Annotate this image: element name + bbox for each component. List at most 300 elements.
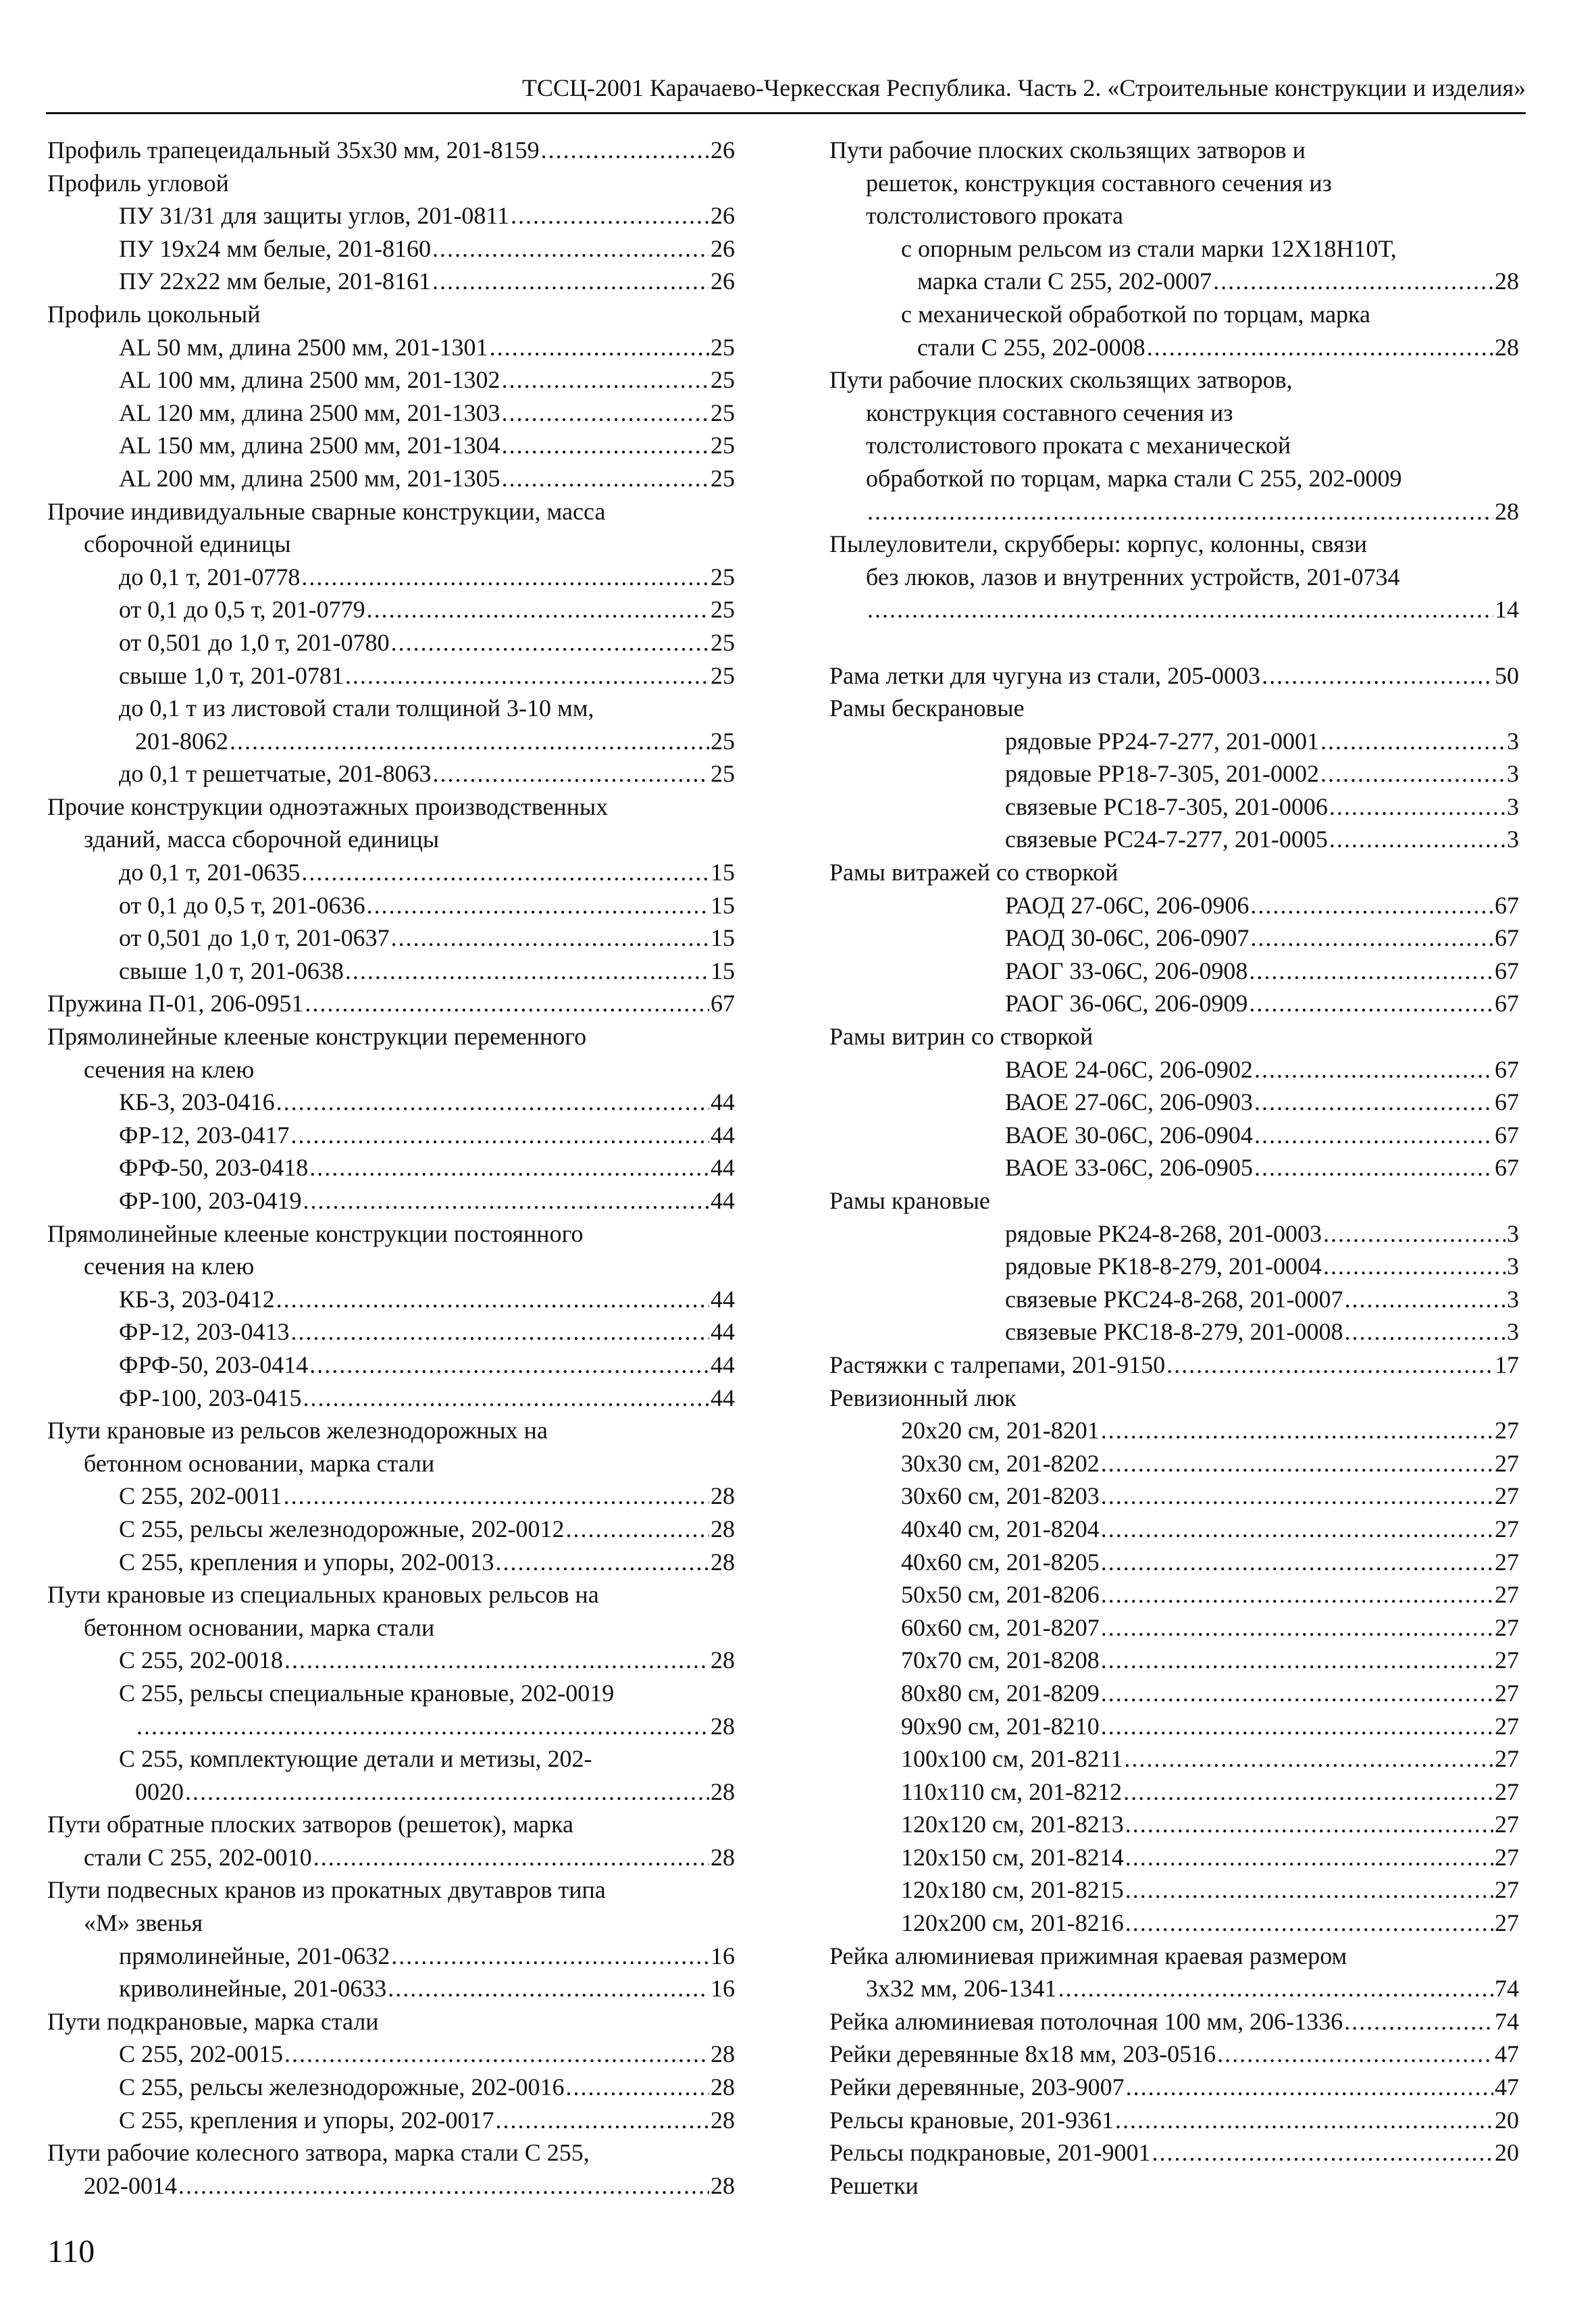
index-entry — [829, 790, 1519, 824]
entry-line — [119, 2104, 735, 2137]
entry-text: Пружина П-01, 206-0951 — [47, 990, 304, 1017]
leader-dots — [432, 232, 709, 266]
entry-text: С 255, 202-0018 — [119, 1646, 283, 1674]
leader-dots — [1101, 1611, 1493, 1644]
index-entry — [47, 363, 735, 397]
leader-dots — [502, 363, 709, 397]
page-ref: 44 — [711, 1285, 735, 1313]
entry-text: Решетки — [829, 2171, 919, 2199]
index-entry — [47, 1382, 735, 1415]
entry-text: 90х90 см, 201-8210 — [901, 1712, 1100, 1740]
entry-text: стали С 255, 202-0010 — [84, 1843, 312, 1871]
entry-line — [1005, 1053, 1519, 1086]
entry-line — [901, 1578, 1519, 1611]
index-entry — [47, 1480, 735, 1513]
entry-text: сборочной единицы — [84, 530, 291, 558]
index-entry — [829, 1447, 1519, 1480]
index-entry — [829, 955, 1519, 988]
page-ref: 26 — [711, 136, 735, 164]
index-entry — [829, 725, 1519, 758]
entry-text: Рамы витражей со створкой — [829, 859, 1118, 886]
index-entry — [47, 429, 735, 462]
entry-text: Рамы бескрановые — [829, 695, 1025, 722]
index-entry — [47, 2104, 735, 2137]
index-entry — [829, 363, 1519, 528]
entry-text: Прочие индивидуальные сварные конструкции, масса — [47, 497, 606, 525]
index-entry — [829, 1184, 1519, 1217]
entry-line — [47, 1841, 735, 1874]
entry-line — [119, 1776, 735, 1809]
leader-dots — [1125, 1907, 1493, 1940]
entry-line — [119, 1283, 735, 1316]
entry-line — [47, 1808, 735, 1841]
index-entry — [829, 1086, 1519, 1119]
entry-line — [119, 1940, 735, 1973]
leader-dots — [345, 659, 709, 693]
entry-line — [47, 987, 735, 1020]
page-ref: 28 — [711, 2171, 735, 2199]
index-entry — [47, 561, 735, 594]
entry-line — [1005, 790, 1519, 824]
entry-line — [119, 1315, 735, 1349]
page-ref: 15 — [711, 957, 735, 984]
index-entry — [829, 2005, 1519, 2038]
entry-text: ВАОЕ 27-06С, 206-0903 — [1005, 1088, 1253, 1116]
entry-line — [47, 167, 735, 200]
entry-text: 60х60 см, 201-8207 — [901, 1613, 1100, 1641]
index-entry — [829, 1710, 1519, 1743]
leader-dots — [391, 1940, 709, 1973]
page-ref: 27 — [1495, 1876, 1519, 1904]
page-ref: 44 — [711, 1088, 735, 1116]
entry-line — [119, 561, 735, 594]
entry-line — [119, 2071, 735, 2104]
entry-text: РАОД 27-06С, 206-0906 — [1005, 891, 1250, 919]
entry-text: свыше 1,0 т, 201-0638 — [119, 957, 344, 984]
entry-text: 110х110 см, 201-8212 — [901, 1778, 1123, 1805]
entry-line — [901, 298, 1519, 331]
entry-line — [1005, 725, 1519, 758]
index-entry — [829, 2136, 1519, 2169]
leader-dots — [1152, 2136, 1493, 2169]
entry-line — [829, 2104, 1519, 2137]
leader-dots — [1125, 1873, 1493, 1907]
index-entry — [829, 1053, 1519, 1086]
entry-text: рядовые РР18-7-305, 201-0002 — [1005, 760, 1320, 788]
entry-text: ВАОЕ 33-06С, 206-0905 — [1005, 1154, 1253, 1182]
index-entry — [829, 528, 1519, 626]
index-entry — [829, 1217, 1519, 1251]
leader-dots — [1344, 2005, 1493, 2038]
index-column-left — [47, 134, 735, 2202]
index-entry — [829, 1808, 1519, 1841]
page-ref: 27 — [1495, 1811, 1519, 1838]
leader-dots — [1320, 725, 1505, 758]
page-ref: 3 — [1507, 1253, 1519, 1280]
entry-line — [47, 1611, 735, 1644]
entry-text: Пылеуловители, скрубберы: корпус, колонны, связи — [829, 530, 1367, 558]
entry-line — [1005, 1151, 1519, 1184]
entry-line — [829, 1972, 1519, 2005]
index-entry — [47, 2005, 735, 2038]
page-ref: 28 — [711, 1712, 735, 1740]
entry-line — [901, 1644, 1519, 1677]
entry-text: от 0,1 до 0,5 т, 201-0779 — [119, 596, 365, 624]
entry-text: сечения на клею — [84, 1253, 255, 1280]
page-ref: 28 — [711, 2106, 735, 2134]
leader-dots — [1329, 823, 1505, 856]
entry-text: до 0,1 т, 201-0778 — [119, 563, 301, 590]
entry-line — [829, 692, 1519, 725]
leader-dots — [1254, 1119, 1493, 1152]
entry-text: ВАОЕ 24-06С, 206-0902 — [1005, 1055, 1253, 1083]
entry-text: с опорным рельсом из стали марки 12Х18Н10Т, — [901, 234, 1397, 262]
entry-text: 70х70 см, 201-8208 — [901, 1646, 1100, 1674]
page-ref: 67 — [1495, 1121, 1519, 1149]
entry-text: 202-0014 — [84, 2171, 177, 2199]
entry-line — [901, 1873, 1519, 1907]
entry-line — [829, 1184, 1519, 1217]
index-entry — [829, 1940, 1519, 2005]
entry-text: до 0,1 т решетчатые, 201-8063 — [119, 760, 432, 788]
index-entry — [829, 2104, 1519, 2137]
index-entry — [829, 1414, 1519, 1447]
entry-line — [901, 265, 1519, 298]
entry-line — [901, 232, 1519, 266]
index-entry — [829, 2169, 1519, 2203]
page-ref: 26 — [711, 268, 735, 295]
entry-text: бетонном основании, марка стали — [84, 1449, 435, 1477]
entry-text: сечения на клею — [84, 1055, 255, 1083]
entry-text: 30х60 см, 201-8203 — [901, 1482, 1100, 1510]
entry-text: С 255, 202-0011 — [119, 1482, 282, 1510]
entry-text: ФР-12, 203-0413 — [119, 1318, 290, 1346]
index-entry — [47, 1513, 735, 1546]
page-ref: 25 — [711, 432, 735, 459]
page-ref: 67 — [711, 990, 735, 1017]
leader-dots — [391, 922, 709, 955]
entry-line — [119, 626, 735, 659]
index-entry — [829, 1119, 1519, 1152]
entry-text: Пути крановые из рельсов железнодорожных на — [47, 1417, 548, 1444]
entry-line — [47, 495, 735, 528]
leader-dots — [284, 2038, 709, 2071]
entry-text: 0020 — [135, 1778, 184, 1805]
page-ref: 25 — [711, 333, 735, 361]
entry-line — [119, 1119, 735, 1152]
page-ref: 28 — [1495, 333, 1519, 361]
entry-text: Рейки деревянные, 203-9007 — [829, 2073, 1125, 2101]
entry-line — [119, 757, 735, 790]
entry-text: С 255, крепления и упоры, 202-0017 — [119, 2106, 494, 2134]
index-entry — [47, 922, 735, 955]
entry-line — [901, 1546, 1519, 1579]
index-entry — [829, 1907, 1519, 1940]
page-ref: 16 — [711, 1942, 735, 1969]
index-entry — [829, 134, 1519, 232]
entry-text: Пути подкрановые, марка стали — [47, 2007, 379, 2035]
entry-line — [119, 1546, 735, 1579]
entry-line — [1005, 987, 1519, 1020]
page-ref: 27 — [1495, 1613, 1519, 1641]
entry-text: Рама летки для чугуна из стали, 205-0003 — [829, 661, 1261, 689]
entry-text: с механической обработкой по торцам, марка — [901, 300, 1370, 328]
entry-line — [119, 397, 735, 430]
index-entry — [829, 1480, 1519, 1513]
index-entry — [47, 2071, 735, 2104]
page-ref: 67 — [1495, 1154, 1519, 1182]
leader-dots — [276, 1283, 709, 1316]
leader-dots — [1101, 1546, 1493, 1579]
index-entry — [829, 1742, 1519, 1776]
entry-line — [829, 397, 1519, 430]
entry-text: 120х200 см, 201-8216 — [901, 1909, 1124, 1937]
leader-dots — [1323, 1217, 1505, 1251]
page-ref: 26 — [711, 202, 735, 230]
leader-dots — [1217, 2038, 1493, 2071]
page-ref: 25 — [711, 760, 735, 788]
page-ref: 25 — [711, 399, 735, 426]
page-ref: 28 — [711, 2073, 735, 2101]
entry-text: от 0,501 до 1,0 т, 201-0637 — [119, 924, 390, 952]
entry-text: Профиль трапецеидальный 35х30 мм, 201-8159 — [47, 136, 540, 164]
leader-dots — [1125, 1841, 1493, 1874]
entry-line — [119, 593, 735, 626]
entry-line — [829, 2005, 1519, 2038]
index-entry — [829, 1382, 1519, 1415]
entry-text: 50х50 см, 201-8206 — [901, 1581, 1100, 1609]
index-entry — [829, 1578, 1519, 1611]
page-ref: 50 — [1495, 661, 1519, 689]
page-ref: 27 — [1495, 1449, 1519, 1477]
index-entry — [47, 856, 735, 889]
index-entry — [47, 134, 735, 167]
entry-line — [901, 1611, 1519, 1644]
entry-line — [901, 1710, 1519, 1743]
leader-dots — [178, 2169, 709, 2203]
page-ref: 27 — [1495, 1581, 1519, 1609]
entry-line — [119, 1086, 735, 1119]
entry-text: Рельсы подкрановые, 201-9001 — [829, 2139, 1151, 2167]
entry-line — [829, 561, 1519, 594]
index-entry — [47, 1972, 735, 2005]
leader-dots — [1250, 922, 1493, 955]
page-ref: 25 — [711, 661, 735, 689]
page-ref: 44 — [711, 1318, 735, 1346]
entry-text: Рейки деревянные 8х18 мм, 203-0516 — [829, 2040, 1216, 2068]
index-entry — [47, 462, 735, 495]
entry-line — [119, 2038, 735, 2071]
index-entry — [829, 1250, 1519, 1283]
entry-text: «М» звенья — [84, 1909, 203, 1937]
page-ref: 67 — [1495, 957, 1519, 984]
entry-text: от 0,501 до 1,0 т, 201-0780 — [119, 628, 390, 656]
page-ref: 25 — [711, 563, 735, 590]
index-entry — [829, 1283, 1519, 1316]
index-entry — [829, 987, 1519, 1020]
leader-dots — [1058, 1972, 1493, 2005]
index-entry — [47, 199, 735, 232]
leader-dots — [1101, 1414, 1493, 1447]
leader-dots — [867, 593, 1493, 626]
entry-line — [1005, 922, 1519, 955]
entry-text: зданий, масса сборочной единицы — [84, 826, 440, 853]
page-ref: 28 — [711, 1548, 735, 1576]
entry-text: AL 120 мм, длина 2500 мм, 201-1303 — [119, 399, 500, 426]
leader-dots — [388, 1972, 709, 2005]
entry-text: РАОГ 36-06С, 206-0909 — [1005, 990, 1248, 1017]
entry-text: конструкция составного сечения из — [866, 399, 1233, 426]
entry-line — [901, 1907, 1519, 1940]
index-entry — [829, 1513, 1519, 1546]
entry-line — [829, 1940, 1519, 1973]
entry-text: 100х100 см, 201-8211 — [901, 1745, 1123, 1773]
leader-dots — [1323, 1250, 1505, 1283]
entry-text: толстолистового проката — [866, 202, 1124, 230]
index-entry — [47, 1808, 735, 1873]
page-ref: 26 — [711, 234, 735, 262]
leader-dots — [1123, 1776, 1493, 1809]
entry-line — [829, 495, 1519, 528]
entry-line — [47, 1873, 735, 1907]
leader-dots — [1101, 1578, 1493, 1611]
leader-dots — [1249, 987, 1493, 1020]
entry-line — [119, 232, 735, 266]
index-entry — [47, 298, 735, 331]
entry-line — [47, 1447, 735, 1480]
leader-dots — [1125, 1808, 1493, 1841]
leader-dots — [290, 1315, 709, 1349]
entry-text: связевые РС24-7-277, 201-0005 — [1005, 826, 1328, 853]
index-entry — [829, 2071, 1519, 2104]
page-ref: 16 — [711, 1975, 735, 2003]
entry-line — [119, 429, 735, 462]
index-entry — [829, 1644, 1519, 1677]
leader-dots — [301, 561, 709, 594]
entry-line — [119, 692, 735, 725]
index-entry — [47, 331, 735, 364]
entry-line — [119, 659, 735, 693]
leader-dots — [230, 725, 709, 758]
entry-line — [119, 1644, 735, 1677]
entry-text: С 255, рельсы специальные крановые, 202-0019 — [119, 1679, 615, 1707]
entry-text: Пути рабочие плоских скользящих затворов, — [829, 366, 1293, 394]
entry-line — [829, 528, 1519, 561]
entry-text: Профиль цокольный — [47, 300, 261, 328]
index-entry — [47, 1151, 735, 1184]
index-entry — [47, 1644, 735, 1677]
entry-text: 120х150 см, 201-8214 — [901, 1843, 1124, 1871]
index-entry — [47, 232, 735, 266]
entry-line — [829, 2071, 1519, 2104]
page-ref: 15 — [711, 924, 735, 952]
entry-text: связевые РС18-7-305, 201-0006 — [1005, 793, 1328, 820]
leader-dots — [345, 955, 709, 988]
index-entry — [47, 1940, 735, 1973]
page-ref: 28 — [711, 1646, 735, 1674]
leader-dots — [1101, 1710, 1493, 1743]
entry-text: AL 150 мм, длина 2500 мм, 201-1304 — [119, 432, 500, 459]
page-ref: 3 — [1507, 1219, 1519, 1247]
entry-line — [901, 1776, 1519, 1809]
entry-text: 120х120 см, 201-8213 — [901, 1811, 1124, 1838]
index-entry — [47, 1742, 735, 1808]
entry-line — [901, 1414, 1519, 1447]
entry-text: Рейка алюминиевая прижимная краевая размером — [829, 1942, 1347, 1969]
page-header — [46, 68, 1526, 114]
entry-text: Рейка алюминиевая потолочная 100 мм, 206-1336 — [829, 2007, 1343, 2035]
index-entry — [829, 1841, 1519, 1874]
entry-text: до 0,1 т, 201-0635 — [119, 859, 301, 886]
page-ref: 44 — [711, 1121, 735, 1149]
spacer — [829, 626, 1519, 659]
entry-line — [119, 922, 735, 955]
page-ref: 44 — [711, 1154, 735, 1182]
index-entry — [47, 1086, 735, 1119]
entry-text: Ревизионный люк — [829, 1384, 1016, 1411]
entry-text: КБ-3, 203-0412 — [119, 1285, 275, 1313]
index-entry — [47, 790, 735, 856]
entry-line — [119, 1677, 735, 1710]
entry-line — [829, 659, 1519, 693]
entry-line — [1005, 1217, 1519, 1251]
leader-dots — [1249, 955, 1493, 988]
page-ref: 15 — [711, 859, 735, 886]
entry-line — [119, 889, 735, 922]
entry-text: ПУ 19х24 мм белые, 201-8160 — [119, 234, 431, 262]
entry-line — [829, 1020, 1519, 1053]
leader-dots — [490, 331, 709, 364]
entry-line — [119, 331, 735, 364]
leader-dots — [1254, 1086, 1493, 1119]
index-entry — [829, 692, 1519, 725]
leader-dots — [1254, 1151, 1493, 1184]
leader-dots — [1126, 2071, 1493, 2104]
page-ref: 28 — [711, 1482, 735, 1510]
entry-text: С 255, 202-0015 — [119, 2040, 283, 2068]
entry-line — [1005, 1086, 1519, 1119]
page-ref: 27 — [1495, 1679, 1519, 1707]
entry-text: 20х20 см, 201-8201 — [901, 1417, 1100, 1444]
page-ref: 25 — [711, 464, 735, 492]
entry-text: криволинейные, 201-0633 — [119, 1975, 387, 2003]
entry-line — [901, 1742, 1519, 1776]
entry-text: С 255, крепления и упоры, 202-0013 — [119, 1548, 494, 1576]
leader-dots — [502, 429, 709, 462]
entry-text: связевые РКС24-8-268, 201-0007 — [1005, 1285, 1343, 1313]
entry-line — [119, 363, 735, 397]
entry-line — [901, 1677, 1519, 1710]
entry-text: от 0,1 до 0,5 т, 201-0636 — [119, 891, 365, 919]
entry-text: ФР-12, 203-0417 — [119, 1121, 290, 1149]
leader-dots — [276, 1086, 709, 1119]
entry-line — [1005, 1283, 1519, 1316]
page-ref: 3 — [1507, 793, 1519, 820]
page-ref: 44 — [711, 1187, 735, 1214]
page-ref: 67 — [1495, 924, 1519, 952]
entry-line — [1005, 757, 1519, 790]
entry-text: связевые РКС18-8-279, 201-0008 — [1005, 1318, 1343, 1346]
entry-text: С 255, комплектующие детали и метизы, 202- — [119, 1745, 592, 1773]
entry-text: Рамы витрин со створкой — [829, 1023, 1093, 1051]
page-ref: 27 — [1495, 1909, 1519, 1937]
entry-line — [47, 1020, 735, 1053]
page-ref: 28 — [1495, 268, 1519, 295]
index-entry — [47, 1677, 735, 1742]
entry-line — [47, 528, 735, 561]
leader-dots — [1115, 2104, 1493, 2137]
entry-line — [1005, 1250, 1519, 1283]
